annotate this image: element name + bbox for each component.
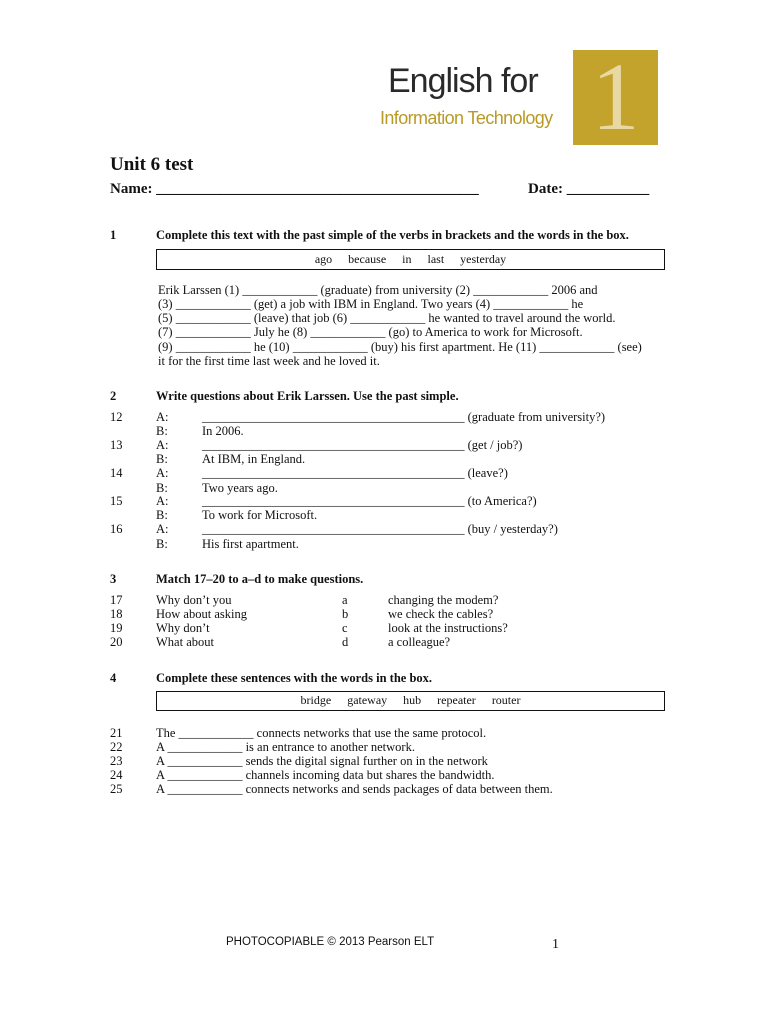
item-number: 21 xyxy=(110,726,123,740)
match-left: What about xyxy=(156,635,214,649)
q3-number: 3 xyxy=(110,572,117,586)
level-badge xyxy=(573,43,658,150)
sentence-text: A ____________ connects networks and sends packages of data between them. xyxy=(156,782,553,796)
question-blank: __________________________________________ (leave?) xyxy=(202,466,508,480)
question-blank: __________________________________________ (to America?) xyxy=(202,494,537,508)
item-number: 19 xyxy=(110,621,123,635)
logo-title: English for xyxy=(388,62,538,100)
sentence-text: A ____________ channels incoming data but shares the bandwidth. xyxy=(156,768,495,782)
question-blank: __________________________________________ (buy / yesterday?) xyxy=(202,522,558,536)
q3-instruction: Match 17–20 to a–d to make questions. xyxy=(156,572,364,586)
item-number: 24 xyxy=(110,768,123,782)
match-letter: b xyxy=(342,607,349,621)
sentence-text: A ____________ is an entrance to another network. xyxy=(156,740,415,754)
answer-label: B: xyxy=(156,424,168,438)
word-box-item: bridge xyxy=(300,693,332,707)
word-box-item: because xyxy=(348,252,387,266)
q4-instruction: Complete these sentences with the words in the box. xyxy=(156,671,433,685)
q1-text-line: (3) ____________ (get) a job with IBM in England. Two years (4) ____________ he xyxy=(158,297,584,311)
match-right: we check the cables? xyxy=(388,607,494,621)
q2-number: 2 xyxy=(110,389,117,403)
answer-label: A: xyxy=(156,522,169,536)
item-number: 12 xyxy=(110,410,123,424)
match-right: look at the instructions? xyxy=(388,621,508,635)
name-field: Name: ___________________________________________ xyxy=(110,181,479,197)
level-number: 1 xyxy=(591,43,640,150)
page-number: 1 xyxy=(552,937,559,952)
word-box-item: gateway xyxy=(347,693,388,707)
word-box-item: ago xyxy=(314,252,333,266)
answer-text: His first apartment. xyxy=(202,537,299,551)
answer-label: B: xyxy=(156,452,168,466)
word-box-item: router xyxy=(491,693,521,707)
question-blank: __________________________________________ (graduate from university?) xyxy=(202,410,606,424)
item-number: 22 xyxy=(110,740,123,754)
match-left: How about asking xyxy=(156,607,247,621)
q4-word-box xyxy=(156,691,665,711)
answer-text: Two years ago. xyxy=(202,481,278,495)
q2-instruction: Write questions about Erik Larssen. Use the past simple. xyxy=(156,389,459,403)
answer-label: A: xyxy=(156,466,169,480)
item-number: 23 xyxy=(110,754,123,768)
answer-text: In 2006. xyxy=(202,424,244,438)
sentence-text: A ____________ sends the digital signal further on in the network xyxy=(156,754,488,768)
word-box-item: hub xyxy=(403,693,422,707)
word-box-item: in xyxy=(402,252,412,266)
q1-text-line: it for the first time last week and he loved it. xyxy=(158,354,380,368)
answer-label: A: xyxy=(156,410,169,424)
word-box-item: repeater xyxy=(437,693,476,707)
answer-text: To work for Microsoft. xyxy=(202,508,318,522)
word-box-item: yesterday xyxy=(460,252,507,266)
match-right: changing the modem? xyxy=(388,593,499,607)
match-letter: a xyxy=(342,593,348,607)
item-number: 17 xyxy=(110,593,123,607)
answer-label: B: xyxy=(156,508,168,522)
q1-number: 1 xyxy=(110,228,117,242)
item-number: 20 xyxy=(110,635,123,649)
q1-text-line: (7) ____________ July he (8) ____________ (go) to America to work for Microsoft. xyxy=(158,325,583,339)
answer-text: At IBM, in England. xyxy=(202,452,306,466)
copyright-notice: PHOTOCOPIABLE © 2013 Pearson ELT xyxy=(226,936,435,948)
item-number: 15 xyxy=(110,494,123,508)
item-number: 13 xyxy=(110,438,123,452)
answer-label: A: xyxy=(156,494,169,508)
page-title: Unit 6 test xyxy=(110,154,194,175)
logo-subtitle: Information Technology xyxy=(380,108,553,128)
item-number: 14 xyxy=(110,466,123,480)
item-number: 25 xyxy=(110,782,123,796)
match-left: Why don’t xyxy=(156,621,210,635)
item-number: 16 xyxy=(110,522,123,536)
q1-text-line: (9) ____________ he (10) ____________ (buy) his first apartment. He (11) ____________ (see) xyxy=(158,340,642,354)
answer-label: A: xyxy=(156,438,169,452)
question-blank: __________________________________________ (get / job?) xyxy=(202,438,523,452)
match-letter: c xyxy=(342,621,348,635)
q1-instruction: Complete this text with the past simple of the verbs in brackets and the words in the box. xyxy=(156,228,629,242)
date-field: Date: ___________ xyxy=(528,181,650,197)
q1-text-line: Erik Larssen (1) ____________ (graduate) from university (2) ____________ 2006 and xyxy=(158,283,598,297)
answer-label: B: xyxy=(156,481,168,495)
match-right: a colleague? xyxy=(388,635,451,649)
sentence-text: The ____________ connects networks that use the same protocol. xyxy=(156,726,487,740)
q1-text-line: (5) ____________ (leave) that job (6) ____________ he wanted to travel around the world. xyxy=(158,311,616,325)
q1-word-box xyxy=(156,249,665,270)
match-letter: d xyxy=(342,635,349,649)
q4-number: 4 xyxy=(110,671,117,685)
match-left: Why don’t you xyxy=(156,593,232,607)
word-box-item: last xyxy=(427,252,445,266)
answer-label: B: xyxy=(156,537,168,551)
item-number: 18 xyxy=(110,607,123,621)
